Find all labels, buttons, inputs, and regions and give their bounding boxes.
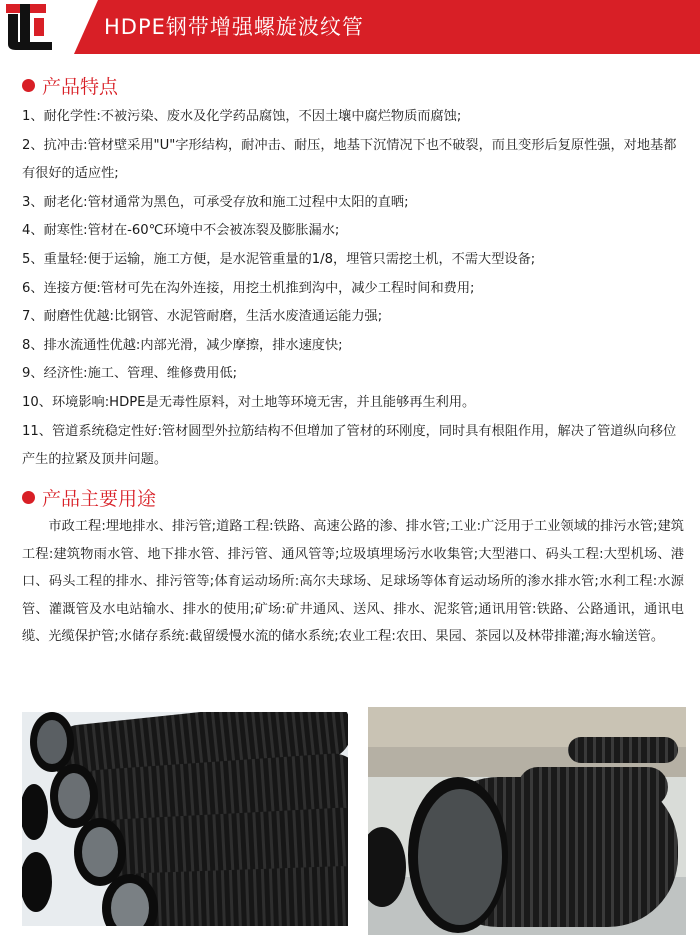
feature-item: 10、环境影响:HDPE是无毒性原料，对土地等环境无害，并且能够再生利用。	[22, 394, 476, 410]
usage-paragraph: 市政工程:埋地排水、排污管;道路工程:铁路、高速公路的渗、排水管;工业:广泛用于工业领域的排污水管;建筑工程:建筑物雨水管、地下排水管、排污管、通风管等;垃圾填埋场污水收集管;大型港口、码头工程:大型机场、港口、码头工程的排水、排污管等;体育运动场所:高尔夫球场、足球场等体育运动场所的渗水排水管;水利工程:水源管、灌溉管及水电站输水、排水的使用;矿场:矿井通风、送风、排水、泥浆管;通讯用管:铁路、公路通讯，通讯电缆、光缆保护管;水储存系统:截留缓慢水流的储水系统;农业工程:农田、果园、茶园以及林带排灌;海水输送管。	[22, 519, 684, 644]
feature-item: 4、耐寒性:管材在-60℃环境中不会被冻裂及膨胀漏水;	[22, 223, 340, 239]
features-heading	[22, 72, 118, 99]
feature-item: 1、耐化学性:不被污染、废水及化学药品腐蚀，不因土壤中腐烂物质而腐蚀;	[22, 109, 462, 124]
feature-item: 8、排水流通性优越:内部光滑，减少摩擦，排水速度快;	[22, 337, 343, 353]
header-banner	[0, 0, 700, 54]
page-title: HDPE钢带增强螺旋波纹管	[104, 15, 364, 39]
feature-item: 9、经济性:施工、管理、维修费用低;	[22, 366, 238, 382]
pipe-warehouse-photo	[368, 707, 686, 935]
feature-item: 11、管道系统稳定性好:管材圆型外拉筋结构不但增加了管材的环刚度，同时具有根阻作用，解决了管道纵向移位产生的拉紧及顶井问题。	[22, 423, 677, 468]
brand-logo	[0, 0, 74, 54]
feature-item: 5、重量轻:便于运输，施工方便，是水泥管重量的1/8，埋管只需挖土机，不需大型设备;	[22, 251, 536, 267]
feature-item: 3、耐老化:管材通常为黑色，可承受存放和施工过程中太阳的直晒;	[22, 194, 409, 210]
usage-heading-text: 产品主要用途	[42, 488, 157, 510]
banner-notch	[74, 0, 98, 54]
bullet-dot-icon	[22, 79, 35, 92]
bullet-dot-icon	[22, 491, 35, 504]
features-list	[22, 103, 682, 475]
usage-heading	[22, 484, 156, 511]
features-heading-text: 产品特点	[42, 76, 119, 98]
feature-item: 2、抗冲击:管材壁采用"U"字形结构，耐冲击、耐压，地基下沉情况下也不破裂，而且变形后复原性强，对地基都有很好的适应性;	[22, 137, 677, 182]
feature-item: 6、连接方便:管材可先在沟外连接，用挖土机推到沟中，减少工程时间和费用;	[22, 280, 475, 296]
feature-item: 7、耐磨性优越:比钢管、水泥管耐磨，生活水废渣通运能力强;	[22, 309, 383, 325]
pipe-stack-photo	[22, 712, 348, 926]
